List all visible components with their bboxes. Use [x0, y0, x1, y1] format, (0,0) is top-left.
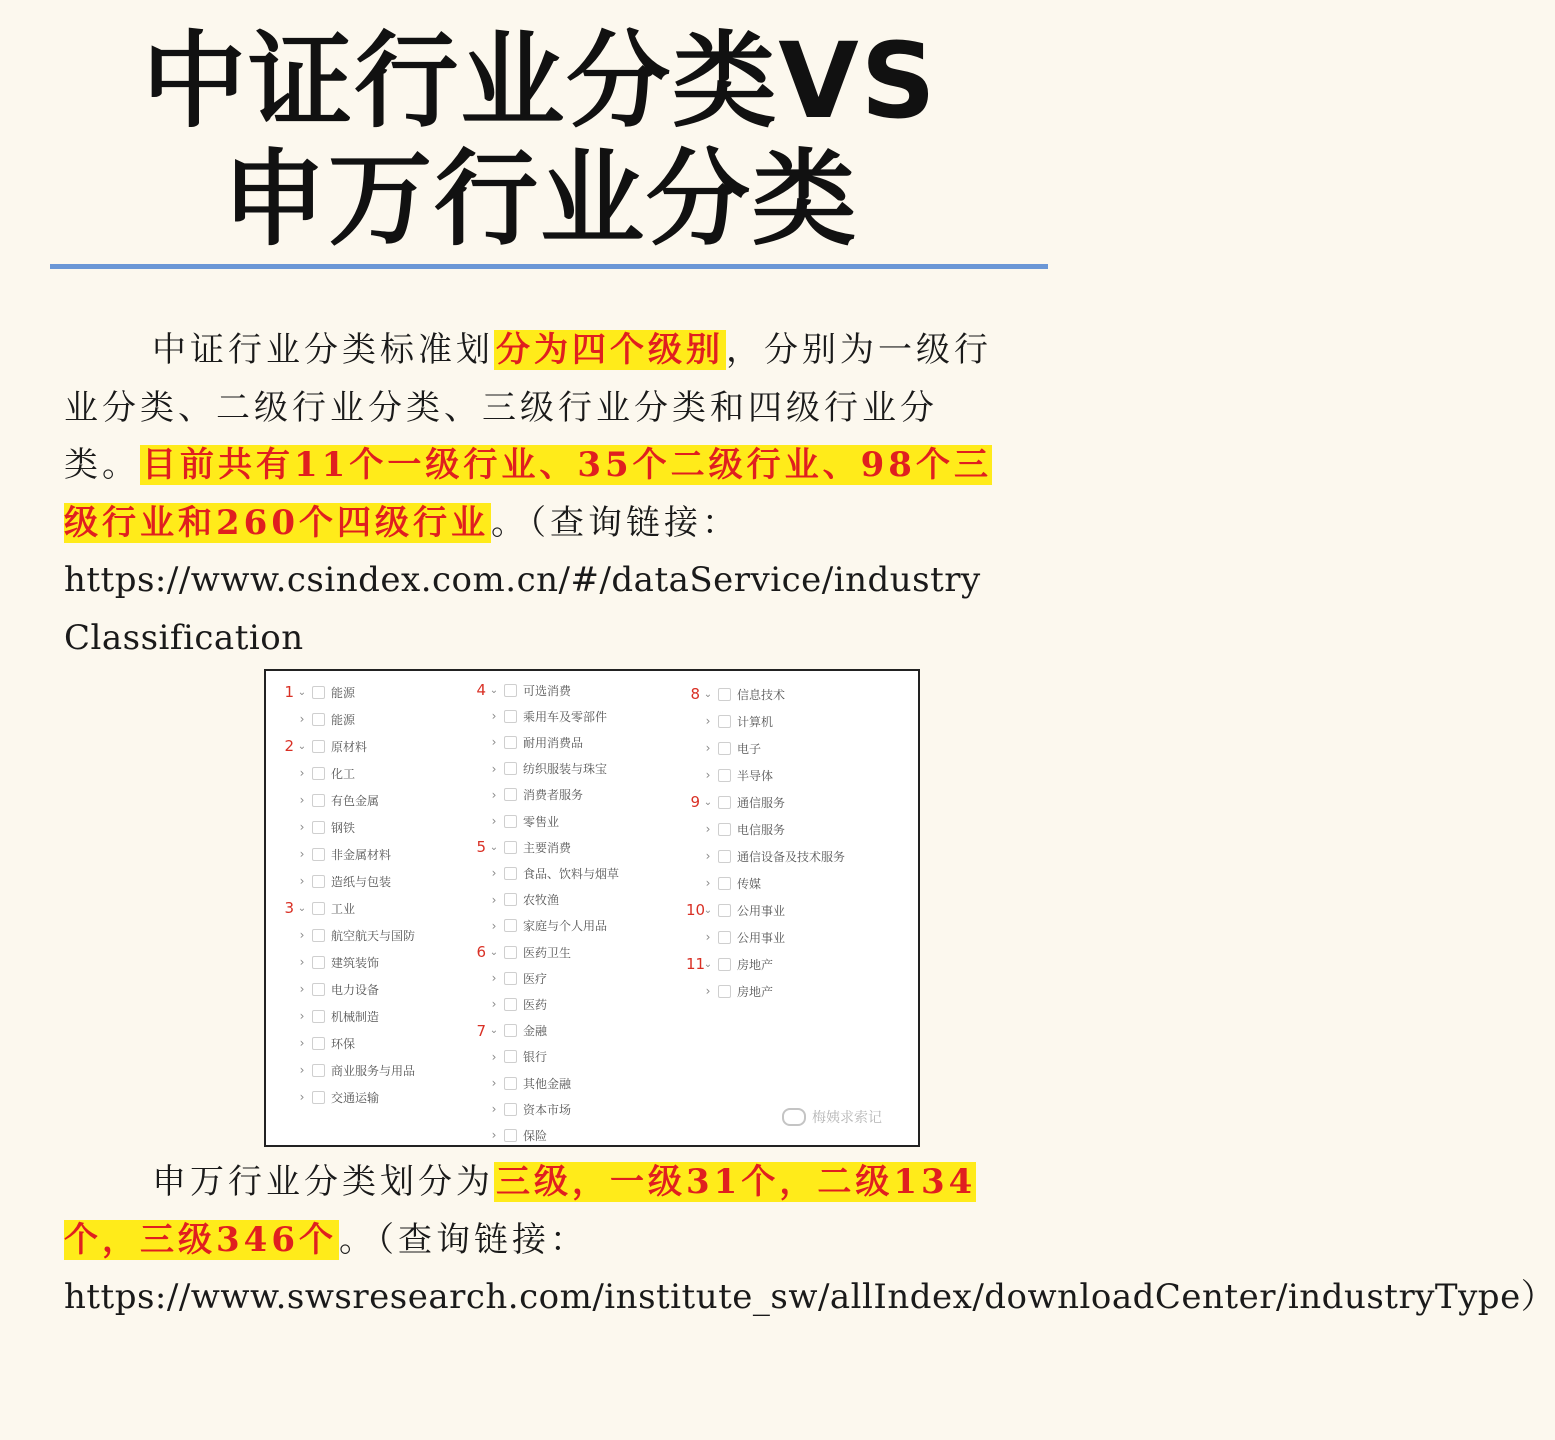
- chevron-right-icon[interactable]: ›: [491, 892, 497, 907]
- chevron-right-icon[interactable]: ›: [491, 1076, 497, 1090]
- chevron-right-icon[interactable]: ›: [705, 849, 711, 863]
- tree-label: 资本市场: [523, 1102, 572, 1117]
- chevron-down-icon[interactable]: ⌄: [489, 946, 499, 958]
- chevron-right-icon[interactable]: ›: [491, 761, 497, 776]
- checkbox[interactable]: [504, 1129, 517, 1142]
- tree-label: 金融: [523, 1024, 548, 1039]
- checkbox[interactable]: [504, 867, 517, 880]
- tree-subcategory[interactable]: [488, 1126, 547, 1144]
- watermark: [782, 1107, 882, 1127]
- tree-label: 医药卫生: [523, 945, 572, 960]
- tree-subcategory[interactable]: [296, 926, 415, 944]
- chevron-right-icon[interactable]: ›: [491, 971, 497, 986]
- checkbox[interactable]: [504, 893, 517, 906]
- tree-label: 房地产: [737, 984, 774, 999]
- chevron-right-icon[interactable]: ›: [705, 930, 711, 944]
- tree-label: 非金属材料: [331, 847, 392, 862]
- tree-label: 电信服务: [737, 822, 786, 837]
- tree-label: 零售业: [523, 814, 560, 829]
- tree-category[interactable]: [472, 943, 571, 961]
- checkbox[interactable]: [312, 740, 325, 753]
- chevron-right-icon[interactable]: ›: [705, 768, 711, 782]
- tree-label: 农牧渔: [523, 893, 560, 908]
- checkbox[interactable]: [718, 877, 731, 890]
- tree-label: 半导体: [737, 768, 774, 783]
- checkbox[interactable]: [312, 713, 325, 726]
- chevron-down-icon[interactable]: ⌄: [297, 740, 307, 752]
- sw-paragraph: [64, 1154, 1555, 1327]
- tree-subcategory[interactable]: [488, 864, 619, 882]
- checkbox[interactable]: [312, 902, 325, 915]
- title-line-2: 申万行业分类: [221, 138, 858, 260]
- chevron-right-icon[interactable]: ›: [299, 1090, 305, 1104]
- tree-subcategory[interactable]: [702, 874, 761, 892]
- tree-label: 公用事业: [737, 903, 786, 918]
- checkbox[interactable]: [312, 1037, 325, 1050]
- tree-label: 通信设备及技术服务: [737, 849, 846, 864]
- tree-label: 房地产: [737, 957, 774, 972]
- checkbox[interactable]: [312, 983, 325, 996]
- category-number: 10: [686, 901, 706, 919]
- chevron-right-icon[interactable]: ›: [491, 997, 497, 1012]
- category-number: 11: [686, 955, 706, 973]
- tree-category[interactable]: [472, 1022, 547, 1040]
- checkbox[interactable]: [718, 985, 731, 998]
- checkbox[interactable]: [718, 958, 731, 971]
- tree-subcategory[interactable]: [296, 1034, 355, 1052]
- chevron-right-icon[interactable]: ›: [491, 814, 497, 828]
- chevron-down-icon[interactable]: ⌄: [297, 902, 307, 914]
- tree-label: 工业: [331, 901, 356, 916]
- chevron-right-icon[interactable]: ›: [299, 1063, 305, 1077]
- tree-label: 交通运输: [331, 1090, 380, 1105]
- tree-category[interactable]: [280, 683, 355, 701]
- checkbox[interactable]: [504, 762, 517, 775]
- checkbox[interactable]: [504, 710, 517, 723]
- chevron-right-icon[interactable]: ›: [491, 1049, 497, 1064]
- tree-subcategory[interactable]: [488, 891, 559, 909]
- chevron-right-icon[interactable]: ›: [299, 820, 305, 834]
- csi-highlight-counts: 目前共有11个一级行业、35个二级行业、98个三级行业和260个四级行业: [64, 445, 992, 543]
- tree-subcategory[interactable]: [702, 712, 773, 730]
- tree-label: 能源: [331, 685, 356, 700]
- watermark-text: 梅姨求索记: [812, 1110, 882, 1126]
- tree-label: 化工: [331, 766, 356, 781]
- sw-link[interactable]: https://www.swsresearch.com/institute_sw/allIndex/downloadCenter/industryType）: [64, 1277, 1555, 1317]
- chevron-down-icon[interactable]: ⌄: [703, 796, 713, 808]
- csi-link[interactable]: https://www.csindex.com.cn/#/dataService/industry Classification: [64, 560, 981, 658]
- checkbox[interactable]: [312, 1010, 325, 1023]
- tree-label: 纺织服装与珠宝: [523, 762, 608, 777]
- chevron-right-icon[interactable]: ›: [491, 709, 497, 724]
- chevron-right-icon[interactable]: ›: [299, 1036, 305, 1050]
- tree-label: 主要消费: [523, 840, 572, 855]
- tree-label: 信息技术: [737, 687, 786, 702]
- csi-text-a: 中证行业分类标准划: [152, 330, 494, 370]
- page-title: [0, 22, 1080, 258]
- checkbox[interactable]: [718, 715, 731, 728]
- checkbox[interactable]: [312, 686, 325, 699]
- chevron-right-icon[interactable]: ›: [299, 1009, 305, 1023]
- tree-subcategory[interactable]: [296, 710, 355, 728]
- chevron-right-icon[interactable]: ›: [299, 712, 305, 726]
- checkbox[interactable]: [504, 788, 517, 801]
- tree-subcategory[interactable]: [488, 760, 607, 778]
- chevron-down-icon[interactable]: ⌄: [297, 686, 307, 698]
- checkbox[interactable]: [312, 767, 325, 780]
- tree-label: 医药: [523, 997, 548, 1012]
- checkbox[interactable]: [504, 919, 517, 932]
- tree-subcategory[interactable]: [296, 953, 379, 971]
- chevron-right-icon[interactable]: ›: [705, 714, 711, 728]
- tree-subcategory[interactable]: [488, 786, 583, 804]
- checkbox[interactable]: [312, 1091, 325, 1104]
- category-number: 8: [690, 685, 700, 703]
- chevron-right-icon[interactable]: ›: [705, 876, 711, 890]
- tree-label: 家庭与个人用品: [523, 919, 608, 934]
- tree-label: 通信服务: [737, 795, 786, 810]
- tree-subcategory[interactable]: [488, 812, 559, 830]
- csi-text-b: ，分别为一级行业分类、二级行业分类、三级行业分类和四级行业分类。: [64, 330, 992, 485]
- tree-label: 保险: [523, 1128, 548, 1143]
- sw-highlight-counts: 三级，一级31个，二级134个，三级346个: [64, 1162, 977, 1260]
- tree-label: 乘用车及零部件: [523, 709, 608, 724]
- csi-text-c: 。（查询链接：: [490, 502, 740, 543]
- checkbox[interactable]: [504, 736, 517, 749]
- checkbox[interactable]: [504, 972, 517, 985]
- category-number: 4: [476, 681, 486, 699]
- chevron-right-icon[interactable]: ›: [491, 918, 497, 933]
- chevron-right-icon[interactable]: ›: [705, 741, 711, 755]
- checkbox[interactable]: [718, 823, 731, 836]
- tree-subcategory[interactable]: [296, 818, 355, 836]
- chevron-right-icon[interactable]: ›: [705, 822, 711, 836]
- tree-subcategory[interactable]: [702, 847, 845, 865]
- checkbox[interactable]: [504, 1077, 517, 1090]
- tree-label: 建筑装饰: [331, 955, 380, 970]
- checkbox[interactable]: [504, 1050, 517, 1063]
- chevron-right-icon[interactable]: ›: [299, 847, 305, 861]
- csi-highlight-levels: 分为四个级别: [496, 330, 724, 370]
- chevron-right-icon[interactable]: ›: [299, 928, 305, 942]
- tree-subcategory[interactable]: [296, 872, 391, 890]
- checkbox[interactable]: [312, 1064, 325, 1077]
- tree-subcategory[interactable]: [488, 1074, 571, 1092]
- tree-subcategory[interactable]: [296, 1088, 379, 1106]
- checkbox[interactable]: [504, 684, 517, 697]
- tree-category[interactable]: [280, 899, 355, 917]
- checkbox[interactable]: [718, 931, 731, 944]
- category-number: 2: [284, 737, 294, 755]
- tree-subcategory[interactable]: [702, 928, 785, 946]
- chevron-right-icon[interactable]: ›: [299, 982, 305, 996]
- chevron-down-icon[interactable]: ⌄: [489, 684, 499, 696]
- checkbox[interactable]: [504, 841, 517, 854]
- tree-subcategory[interactable]: [296, 1007, 379, 1025]
- tree-category[interactable]: [686, 793, 785, 811]
- sw-text-a: 申万行业分类划分为: [152, 1162, 494, 1202]
- sw-text-b: 。（查询链接：: [338, 1219, 588, 1260]
- checkbox[interactable]: [718, 904, 731, 917]
- tree-label: 钢铁: [331, 820, 356, 835]
- tree-subcategory[interactable]: [488, 917, 607, 935]
- tree-label: 原材料: [331, 739, 368, 754]
- checkbox[interactable]: [312, 794, 325, 807]
- tree-category[interactable]: [686, 901, 785, 919]
- tree-subcategory[interactable]: [488, 733, 583, 751]
- checkbox[interactable]: [312, 929, 325, 942]
- tree-category[interactable]: [280, 737, 367, 755]
- tree-label: 消费者服务: [523, 788, 584, 803]
- chevron-right-icon[interactable]: ›: [491, 866, 497, 881]
- tree-label: 电子: [737, 741, 762, 756]
- industry-tree-screenshot: [264, 669, 920, 1147]
- category-number: 3: [284, 899, 294, 917]
- tree-label: 食品、饮料与烟草: [523, 866, 620, 881]
- chevron-right-icon[interactable]: ›: [491, 1102, 497, 1117]
- tree-subcategory[interactable]: [702, 982, 773, 1000]
- tree-subcategory[interactable]: [488, 707, 607, 725]
- chevron-right-icon[interactable]: ›: [299, 874, 305, 888]
- tree-label: 可选消费: [523, 683, 572, 698]
- tree-label: 能源: [331, 712, 356, 727]
- tree-label: 电力设备: [331, 982, 380, 997]
- checkbox[interactable]: [718, 742, 731, 755]
- chevron-right-icon[interactable]: ›: [299, 955, 305, 969]
- checkbox[interactable]: [312, 956, 325, 969]
- checkbox[interactable]: [504, 998, 517, 1011]
- checkbox[interactable]: [718, 850, 731, 863]
- checkbox[interactable]: [504, 815, 517, 828]
- tree-subcategory[interactable]: [296, 980, 379, 998]
- title-line-1: 中证行业分类VS: [142, 20, 938, 142]
- tree-category[interactable]: [686, 955, 773, 973]
- checkbox[interactable]: [312, 875, 325, 888]
- chevron-right-icon[interactable]: ›: [299, 766, 305, 780]
- category-number: 6: [476, 943, 486, 961]
- checkbox[interactable]: [312, 821, 325, 834]
- tree-label: 医疗: [523, 971, 548, 986]
- csi-paragraph: [64, 322, 994, 667]
- tree-category[interactable]: [472, 681, 571, 699]
- checkbox[interactable]: [504, 1103, 517, 1116]
- checkbox[interactable]: [718, 769, 731, 782]
- tree-subcategory[interactable]: [488, 995, 547, 1013]
- checkbox[interactable]: [504, 1024, 517, 1037]
- tree-subcategory[interactable]: [296, 845, 391, 863]
- tree-label: 公用事业: [737, 930, 786, 945]
- checkbox[interactable]: [718, 796, 731, 809]
- chevron-down-icon[interactable]: ⌄: [703, 958, 713, 970]
- chevron-down-icon[interactable]: ⌄: [489, 1025, 499, 1037]
- tree-label: 其他金融: [523, 1076, 572, 1091]
- title-divider: [50, 264, 1048, 269]
- checkbox[interactable]: [312, 848, 325, 861]
- chevron-down-icon[interactable]: ⌄: [489, 841, 499, 853]
- category-number: 7: [476, 1021, 486, 1040]
- tree-label: 耐用消费品: [523, 735, 584, 750]
- chevron-right-icon[interactable]: ›: [705, 984, 711, 998]
- tree-label: 航空航天与国防: [331, 928, 416, 943]
- tree-subcategory[interactable]: [296, 1061, 415, 1079]
- tree-subcategory[interactable]: [296, 764, 355, 782]
- tree-subcategory[interactable]: [488, 1048, 547, 1066]
- tree-subcategory[interactable]: [488, 1100, 571, 1118]
- tree-label: 商业服务与用品: [331, 1063, 416, 1078]
- tree-subcategory[interactable]: [702, 766, 773, 784]
- tree-label: 计算机: [737, 714, 774, 729]
- category-number: 1: [284, 683, 294, 701]
- chevron-down-icon[interactable]: ⌄: [703, 688, 713, 700]
- tree-category[interactable]: [686, 685, 785, 703]
- tree-label: 环保: [331, 1036, 356, 1051]
- chevron-right-icon[interactable]: ›: [491, 1128, 497, 1143]
- checkbox[interactable]: [718, 688, 731, 701]
- tree-subcategory[interactable]: [488, 969, 547, 987]
- category-number: 5: [476, 838, 486, 857]
- checkbox[interactable]: [504, 946, 517, 959]
- watermark-icon: [782, 1108, 806, 1126]
- chevron-down-icon[interactable]: ⌄: [703, 904, 713, 916]
- tree-subcategory[interactable]: [702, 739, 761, 757]
- chevron-right-icon[interactable]: ›: [491, 735, 497, 750]
- tree-category[interactable]: [472, 838, 571, 856]
- tree-label: 银行: [523, 1050, 548, 1065]
- tree-label: 造纸与包装: [331, 874, 392, 889]
- chevron-right-icon[interactable]: ›: [299, 793, 305, 807]
- tree-subcategory[interactable]: [296, 791, 379, 809]
- tree-label: 有色金属: [331, 793, 380, 808]
- category-number: 9: [690, 793, 700, 811]
- tree-subcategory[interactable]: [702, 820, 785, 838]
- tree-label: 传媒: [737, 876, 762, 891]
- tree-label: 机械制造: [331, 1009, 380, 1024]
- chevron-right-icon[interactable]: ›: [491, 787, 497, 802]
